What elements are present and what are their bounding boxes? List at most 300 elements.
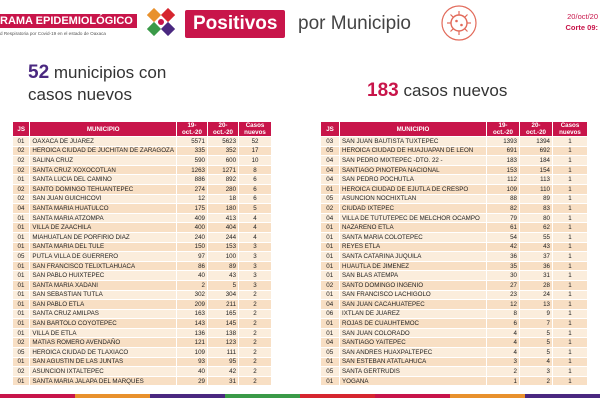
col-municipio-cell: SANTIAGO PINOTEPA NACIONAL xyxy=(340,165,487,175)
table-row xyxy=(13,271,272,281)
col-prev-date-cell: 61 xyxy=(487,223,520,233)
col-new-cases-cell: 3 xyxy=(239,271,272,281)
col-municipio-cell: CIUDAD IXTEPEC xyxy=(340,204,487,214)
col-prev-date-cell: 886 xyxy=(176,175,207,185)
col-municipio-cell: HUAUTLA DE JIMENEZ xyxy=(340,261,487,271)
col-new-cases-cell: 8 xyxy=(239,165,272,175)
col-curr-date-cell: 83 xyxy=(520,204,553,214)
col-curr-date-cell: 600 xyxy=(207,156,238,166)
right-municipality-table xyxy=(320,121,588,386)
col-municipio-cell: SAN BLAS ATEMPA xyxy=(340,271,487,281)
col-municipio-cell: SANTA GERTRUDIS xyxy=(340,367,487,377)
col-js-cell: 02 xyxy=(13,194,30,204)
col-prev-date-cell: 2 xyxy=(176,280,207,290)
table-header-row xyxy=(13,122,272,137)
col-prev-date-cell: 136 xyxy=(176,328,207,338)
col-municipio-cell: SANTA MARIA DEL TULE xyxy=(30,242,177,252)
col-js-cell: 02 xyxy=(13,367,30,377)
col-prev-date-cell: 5571 xyxy=(176,137,207,147)
virus-icon xyxy=(440,4,478,42)
col-curr-date-cell: 145 xyxy=(207,319,238,329)
col-prev-date-cell: 1 xyxy=(487,376,520,386)
logo-subtitle: d Respiratoria por Covid-19 en el estado de Oaxaca xyxy=(0,31,106,36)
col-new-cases-cell: 2 xyxy=(239,290,272,300)
table-row xyxy=(321,309,588,319)
new-cases-label: casos nuevos xyxy=(403,81,508,100)
col-curr-date-cell: 5 xyxy=(520,338,553,348)
report-cut-time: Corte 09: xyxy=(565,23,598,32)
table-row xyxy=(321,271,588,281)
col-curr-date-cell: 5 xyxy=(520,328,553,338)
col-municipio-cell: SAN SEBASTIAN TUTLA xyxy=(30,290,177,300)
col-prev-date-cell: 183 xyxy=(487,156,520,166)
footer-color-segment xyxy=(150,394,225,398)
col-municipio-cell: SAN BARTOLO COYOTEPEC xyxy=(30,319,177,329)
col-curr-date-cell: 13 xyxy=(520,300,553,310)
col-new-cases-cell: 1 xyxy=(553,213,588,223)
col-municipio-cell: SAN ANDRES HUAXPALTEPEC xyxy=(340,348,487,358)
table-row xyxy=(13,309,272,319)
col-new-cases-cell: 3 xyxy=(239,242,272,252)
col-new-cases-header: Casos nuevos xyxy=(239,122,272,137)
col-js-cell: 01 xyxy=(13,271,30,281)
col-js-cell: 01 xyxy=(321,319,340,329)
col-js-cell: 01 xyxy=(13,223,30,233)
col-js-cell: 05 xyxy=(13,348,30,358)
col-js-cell: 01 xyxy=(321,357,340,367)
table-row xyxy=(321,146,588,156)
col-curr-date-cell: 1394 xyxy=(520,137,553,147)
col-municipio-cell: SANTA MARIA XADANI xyxy=(30,280,177,290)
col-curr-date-cell: 4 xyxy=(520,357,553,367)
col-municipio-cell: SAN JUAN BAUTISTA TUXTEPEC xyxy=(340,137,487,147)
col-prev-date-cell: 590 xyxy=(176,156,207,166)
title-rest: por Municipio xyxy=(298,13,411,34)
col-new-cases-cell: 1 xyxy=(553,261,588,271)
col-js-cell: 05 xyxy=(321,146,340,156)
col-municipio-cell: SANTA CATARINA JUQUILA xyxy=(340,252,487,262)
col-municipio-cell: VILLA DE ZAACHILA xyxy=(30,223,177,233)
col-js-cell: 04 xyxy=(321,165,340,175)
logo xyxy=(0,6,140,38)
col-new-cases-cell: 1 xyxy=(553,367,588,377)
col-curr-date-cell: 153 xyxy=(207,242,238,252)
col-prev-date-cell: 88 xyxy=(487,194,520,204)
col-curr-date-cell: 180 xyxy=(207,204,238,214)
col-prev-date-cell: 35 xyxy=(487,261,520,271)
col-new-cases-cell: 1 xyxy=(553,280,588,290)
table-row xyxy=(321,376,588,386)
table-row xyxy=(321,319,588,329)
col-municipio-cell: ASUNCION IXTALTEPEC xyxy=(30,367,177,377)
col-js-cell: 01 xyxy=(321,328,340,338)
col-new-cases-cell: 2 xyxy=(239,348,272,358)
col-js-cell: 01 xyxy=(321,232,340,242)
table-row xyxy=(321,280,588,290)
col-municipio-cell: SAN ESTEBAN ATATLAHUCA xyxy=(340,357,487,367)
col-prev-date-cell: 8 xyxy=(487,309,520,319)
col-js-cell: 01 xyxy=(321,261,340,271)
col-js-header: JS xyxy=(13,122,30,137)
title-highlight: Positivos xyxy=(185,10,285,38)
col-prev-date-cell: 29 xyxy=(176,376,207,386)
table-row xyxy=(13,223,272,233)
table-row xyxy=(321,156,588,166)
table-row xyxy=(321,338,588,348)
col-js-cell: 02 xyxy=(13,338,30,348)
table-row xyxy=(321,357,588,367)
col-new-cases-cell: 1 xyxy=(553,223,588,233)
col-municipio-cell: SANTA MARIA ATZOMPA xyxy=(30,213,177,223)
col-new-cases-cell: 1 xyxy=(553,300,588,310)
table-row xyxy=(321,290,588,300)
col-new-cases-cell: 1 xyxy=(553,309,588,319)
col-new-cases-cell: 1 xyxy=(553,194,588,204)
col-js-cell: 01 xyxy=(13,213,30,223)
col-js-cell: 01 xyxy=(321,376,340,386)
col-new-cases-cell: 3 xyxy=(239,252,272,262)
col-js-cell: 04 xyxy=(321,175,340,185)
col-new-cases-cell: 1 xyxy=(553,156,588,166)
footer-color-segment xyxy=(375,394,450,398)
col-curr-date-cell: 89 xyxy=(207,261,238,271)
col-municipio-cell: SANTA LUCIA DEL CAMINO xyxy=(30,175,177,185)
col-new-cases-cell: 2 xyxy=(239,319,272,329)
col-prev-date-cell: 82 xyxy=(487,204,520,214)
table-row xyxy=(321,194,588,204)
col-new-cases-cell: 3 xyxy=(239,280,272,290)
col-js-cell: 04 xyxy=(321,213,340,223)
col-municipio-cell: NAZARENO ETLA xyxy=(340,223,487,233)
table-row xyxy=(13,348,272,358)
col-prev-date-cell: 4 xyxy=(487,348,520,358)
table-row xyxy=(13,300,272,310)
col-new-cases-cell: 1 xyxy=(553,175,588,185)
col-new-cases-cell: 3 xyxy=(239,261,272,271)
footer-color-segment xyxy=(300,394,375,398)
table-row xyxy=(13,137,272,147)
col-curr-date-cell: 5623 xyxy=(207,137,238,147)
col-prev-date-cell: 23 xyxy=(487,290,520,300)
col-js-cell: 01 xyxy=(13,376,30,386)
left-municipality-table xyxy=(12,121,272,386)
table-row xyxy=(13,261,272,271)
municipalities-count: 52 xyxy=(28,62,50,83)
col-prev-date-cell: 302 xyxy=(176,290,207,300)
col-prev-date-cell: 109 xyxy=(176,348,207,358)
col-new-cases-cell: 10 xyxy=(239,156,272,166)
col-js-cell: 02 xyxy=(321,280,340,290)
table-row xyxy=(321,232,588,242)
col-curr-date-cell: 304 xyxy=(207,290,238,300)
col-new-cases-cell: 1 xyxy=(553,165,588,175)
col-prev-date-header: 19-oct.-20 xyxy=(487,122,520,137)
table-row xyxy=(13,357,272,367)
col-curr-date-cell: 111 xyxy=(207,348,238,358)
col-curr-date-cell: 138 xyxy=(207,328,238,338)
table-header-row xyxy=(321,122,588,137)
col-js-cell: 01 xyxy=(13,309,30,319)
table-row xyxy=(321,252,588,262)
col-js-header: JS xyxy=(321,122,340,137)
col-curr-date-cell: 280 xyxy=(207,184,238,194)
table-row xyxy=(13,175,272,185)
col-prev-date-cell: 121 xyxy=(176,338,207,348)
col-js-cell: 05 xyxy=(321,367,340,377)
col-prev-date-cell: 109 xyxy=(487,184,520,194)
col-new-cases-cell: 1 xyxy=(553,338,588,348)
col-new-cases-cell: 6 xyxy=(239,184,272,194)
col-curr-date-cell: 352 xyxy=(207,146,238,156)
col-js-cell: 03 xyxy=(321,137,340,147)
col-js-cell: 01 xyxy=(13,242,30,252)
col-new-cases-cell: 17 xyxy=(239,146,272,156)
table-row xyxy=(13,156,272,166)
col-municipio-cell: ROJAS DE CUAUHTEMOC xyxy=(340,319,487,329)
col-curr-date-cell: 43 xyxy=(520,242,553,252)
table-row xyxy=(321,184,588,194)
col-prev-date-cell: 1393 xyxy=(487,137,520,147)
col-js-cell: 01 xyxy=(321,223,340,233)
col-curr-date-cell: 100 xyxy=(207,252,238,262)
col-curr-date-cell: 62 xyxy=(520,223,553,233)
table-row xyxy=(13,194,272,204)
col-js-cell: 01 xyxy=(321,252,340,262)
col-municipio-cell: SALINA CRUZ xyxy=(30,156,177,166)
col-curr-date-cell: 24 xyxy=(520,290,553,300)
col-prev-date-cell: 2 xyxy=(487,367,520,377)
col-prev-date-cell: 40 xyxy=(176,271,207,281)
col-curr-date-cell: 3 xyxy=(520,367,553,377)
col-js-cell: 05 xyxy=(321,194,340,204)
col-prev-date-cell: 691 xyxy=(487,146,520,156)
col-prev-date-cell: 36 xyxy=(487,252,520,262)
col-prev-date-cell: 6 xyxy=(487,319,520,329)
col-municipio-cell: PUTLA VILLA DE GUERRERO xyxy=(30,252,177,262)
col-municipio-cell: VILLA DE ETLA xyxy=(30,328,177,338)
col-curr-date-cell: 89 xyxy=(520,194,553,204)
col-prev-date-header: 19-oct.-20 xyxy=(176,122,207,137)
footer-color-segment xyxy=(450,394,525,398)
col-municipio-cell: SAN JUAN GUICHICOVI xyxy=(30,194,177,204)
municipalities-label-line2: casos nuevos xyxy=(28,85,132,104)
col-curr-date-cell: 5 xyxy=(520,348,553,358)
col-prev-date-cell: 79 xyxy=(487,213,520,223)
col-prev-date-cell: 93 xyxy=(176,357,207,367)
col-new-cases-cell: 2 xyxy=(239,309,272,319)
col-new-cases-cell: 1 xyxy=(553,204,588,214)
col-prev-date-cell: 86 xyxy=(176,261,207,271)
col-new-cases-cell: 2 xyxy=(239,357,272,367)
col-prev-date-cell: 112 xyxy=(487,175,520,185)
col-js-cell: 01 xyxy=(321,290,340,300)
col-js-cell: 01 xyxy=(13,137,30,147)
col-js-cell: 02 xyxy=(321,204,340,214)
col-js-cell: 02 xyxy=(13,184,30,194)
col-curr-date-cell: 110 xyxy=(520,184,553,194)
table-row xyxy=(321,367,588,377)
col-curr-date-cell: 7 xyxy=(520,319,553,329)
col-js-cell: 01 xyxy=(321,271,340,281)
col-js-cell: 05 xyxy=(321,348,340,358)
table-row xyxy=(321,165,588,175)
col-new-cases-cell: 1 xyxy=(553,252,588,262)
col-municipio-header: MUNICIPIO xyxy=(340,122,487,137)
col-new-cases-cell: 6 xyxy=(239,194,272,204)
footer-color-bar xyxy=(0,394,600,398)
col-curr-date-cell: 404 xyxy=(207,223,238,233)
col-curr-date-cell: 892 xyxy=(207,175,238,185)
col-municipio-cell: ASUNCION NOCHIXTLAN xyxy=(340,194,487,204)
col-new-cases-cell: 1 xyxy=(553,146,588,156)
cases-summary xyxy=(367,80,507,102)
footer-color-segment xyxy=(0,394,75,398)
col-prev-date-cell: 12 xyxy=(176,194,207,204)
col-new-cases-cell: 5 xyxy=(239,204,272,214)
col-new-cases-cell: 4 xyxy=(239,223,272,233)
table-row xyxy=(13,146,272,156)
col-curr-date-cell: 55 xyxy=(520,232,553,242)
col-prev-date-cell: 54 xyxy=(487,232,520,242)
col-new-cases-cell: 1 xyxy=(553,232,588,242)
col-new-cases-header: Casos nuevos xyxy=(553,122,588,137)
table-row xyxy=(13,319,272,329)
col-curr-date-cell: 2 xyxy=(520,376,553,386)
col-municipio-cell: OAXACA DE JUAREZ xyxy=(30,137,177,147)
new-cases-count: 183 xyxy=(367,80,399,101)
col-municipio-cell: SAN PEDRO POCHUTLA xyxy=(340,175,487,185)
col-prev-date-cell: 274 xyxy=(176,184,207,194)
col-municipio-cell: IXTLAN DE JUAREZ xyxy=(340,309,487,319)
col-new-cases-cell: 1 xyxy=(553,242,588,252)
col-curr-date-cell: 5 xyxy=(207,280,238,290)
col-js-cell: 01 xyxy=(13,300,30,310)
col-js-cell: 01 xyxy=(13,261,30,271)
col-prev-date-cell: 3 xyxy=(487,357,520,367)
col-js-cell: 04 xyxy=(321,156,340,166)
col-municipio-cell: SANTIAGO YAITEPEC xyxy=(340,338,487,348)
col-curr-date-cell: 18 xyxy=(207,194,238,204)
flower-logo-icon xyxy=(147,8,175,36)
municipalities-label-line1: municipios con xyxy=(53,63,167,82)
col-js-cell: 01 xyxy=(13,357,30,367)
col-new-cases-cell: 2 xyxy=(239,300,272,310)
table-row xyxy=(321,137,588,147)
col-js-cell: 01 xyxy=(321,184,340,194)
col-new-cases-cell: 6 xyxy=(239,175,272,185)
col-new-cases-cell: 2 xyxy=(239,376,272,386)
table-row xyxy=(321,204,588,214)
col-municipio-cell: SANTA CRUZ AMILPAS xyxy=(30,309,177,319)
col-curr-date-cell: 184 xyxy=(520,156,553,166)
col-new-cases-cell: 1 xyxy=(553,319,588,329)
col-new-cases-cell: 2 xyxy=(239,328,272,338)
col-js-cell: 01 xyxy=(13,232,30,242)
col-prev-date-cell: 40 xyxy=(176,367,207,377)
col-prev-date-cell: 1263 xyxy=(176,165,207,175)
municipalities-summary xyxy=(28,62,258,106)
col-municipio-cell: SANTA CRUZ XOXOCOTLAN xyxy=(30,165,177,175)
col-js-cell: 01 xyxy=(321,242,340,252)
table-row xyxy=(13,184,272,194)
table-row xyxy=(321,242,588,252)
col-prev-date-cell: 209 xyxy=(176,300,207,310)
col-municipio-cell: MATIAS ROMERO AVENDAÑO xyxy=(30,338,177,348)
table-row xyxy=(13,280,272,290)
table-row xyxy=(321,261,588,271)
col-prev-date-cell: 400 xyxy=(176,223,207,233)
col-municipio-cell: SAN AGUSTIN DE LAS JUNTAS xyxy=(30,357,177,367)
col-curr-date-cell: 95 xyxy=(207,357,238,367)
table-row xyxy=(13,204,272,214)
col-new-cases-cell: 1 xyxy=(553,271,588,281)
col-new-cases-cell: 1 xyxy=(553,328,588,338)
table-row xyxy=(321,175,588,185)
col-prev-date-cell: 409 xyxy=(176,213,207,223)
col-curr-date-cell: 113 xyxy=(520,175,553,185)
footer-color-segment xyxy=(225,394,300,398)
col-prev-date-cell: 97 xyxy=(176,252,207,262)
table-row xyxy=(321,328,588,338)
col-js-cell: 04 xyxy=(321,300,340,310)
col-js-cell: 05 xyxy=(13,252,30,262)
col-curr-date-cell: 31 xyxy=(520,271,553,281)
col-js-cell: 04 xyxy=(13,204,30,214)
col-municipio-cell: VILLA DE TUTUTEPEC DE MELCHOR OCAMPO xyxy=(340,213,487,223)
col-prev-date-cell: 4 xyxy=(487,328,520,338)
table-row xyxy=(13,328,272,338)
table-row xyxy=(321,213,588,223)
col-new-cases-cell: 1 xyxy=(553,348,588,358)
col-municipio-cell: HEROICA CIUDAD DE EJUTLA DE CRESPO xyxy=(340,184,487,194)
col-prev-date-cell: 150 xyxy=(176,242,207,252)
col-municipio-cell: SAN FRANCISCO TELIXTLAHUACA xyxy=(30,261,177,271)
table-row xyxy=(13,338,272,348)
col-curr-date-cell: 154 xyxy=(520,165,553,175)
col-new-cases-cell: 2 xyxy=(239,338,272,348)
col-curr-date-cell: 31 xyxy=(207,376,238,386)
table-row xyxy=(321,223,588,233)
col-prev-date-cell: 4 xyxy=(487,338,520,348)
col-municipio-cell: SAN PEDRO MIXTEPEC -DTO. 22 - xyxy=(340,156,487,166)
col-curr-date-cell: 165 xyxy=(207,309,238,319)
col-municipio-cell: SANTA MARIA JALAPA DEL MARQUES xyxy=(30,376,177,386)
table-row xyxy=(13,252,272,262)
col-js-cell: 01 xyxy=(13,328,30,338)
table-row xyxy=(13,232,272,242)
table-row xyxy=(13,290,272,300)
table-row xyxy=(321,300,588,310)
col-new-cases-cell: 52 xyxy=(239,137,272,147)
col-new-cases-cell: 4 xyxy=(239,213,272,223)
col-curr-date-cell: 43 xyxy=(207,271,238,281)
col-prev-date-cell: 42 xyxy=(487,242,520,252)
col-prev-date-cell: 30 xyxy=(487,271,520,281)
col-new-cases-cell: 2 xyxy=(239,367,272,377)
col-curr-date-cell: 36 xyxy=(520,261,553,271)
col-municipio-cell: SAN PABLO ETLA xyxy=(30,300,177,310)
col-curr-date-cell: 80 xyxy=(520,213,553,223)
report-date: 20/oct/20 xyxy=(567,12,598,21)
col-curr-date-cell: 244 xyxy=(207,232,238,242)
table-row xyxy=(13,367,272,377)
col-new-cases-cell: 4 xyxy=(239,232,272,242)
col-municipio-cell: HEROICA CIUDAD DE HUAJUAPAN DE LEON xyxy=(340,146,487,156)
col-prev-date-cell: 175 xyxy=(176,204,207,214)
col-js-cell: 02 xyxy=(13,146,30,156)
col-municipio-cell: SAN PABLO HUIXTEPEC xyxy=(30,271,177,281)
header xyxy=(0,0,600,50)
